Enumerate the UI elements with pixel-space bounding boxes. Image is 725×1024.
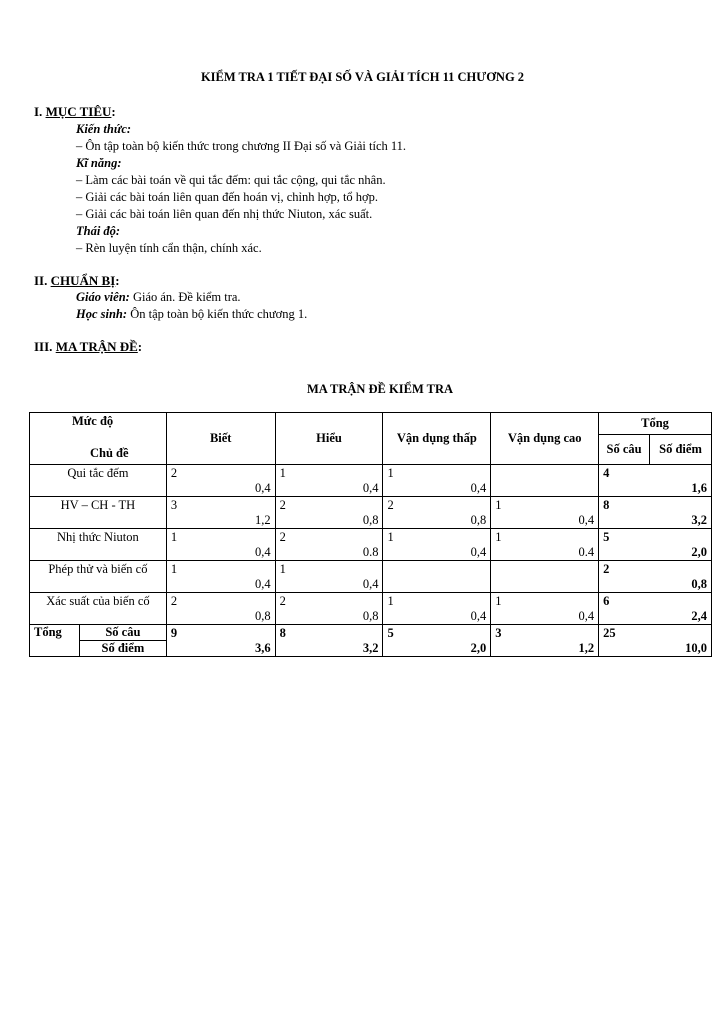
- row-topic: Phép thử và biến cố: [30, 561, 167, 593]
- header-hieu: Hiểu: [275, 413, 383, 465]
- attitude-item: – Rèn luyện tính cẩn thận, chính xác.: [76, 241, 262, 255]
- document-title: KIỂM TRA 1 TIẾT ĐẠI SỐ VÀ GIẢI TÍCH 11 CHƯƠNG 2: [200, 70, 525, 84]
- cell-count: 1: [279, 466, 286, 480]
- section-2-number: II.: [34, 273, 51, 288]
- total-points: 2,0: [691, 545, 707, 559]
- cell-count: 1: [387, 594, 394, 608]
- total-points: 2,4: [691, 609, 707, 623]
- section-1-title: MỤC TIÊU: [45, 104, 112, 119]
- total-count: 4: [603, 466, 610, 480]
- table-row: [30, 529, 712, 561]
- section-2-heading: [34, 273, 120, 289]
- header-so-diem: Số điểm: [650, 435, 712, 465]
- row-topic: Nhị thức Niuton: [30, 529, 167, 561]
- cell-count: 1: [387, 466, 394, 480]
- total-count: 9: [170, 626, 178, 640]
- cell-points: 0.4: [578, 545, 595, 559]
- student-line: [76, 307, 307, 322]
- cell-points: 0,4: [470, 609, 487, 623]
- cell-count: 2: [387, 498, 394, 512]
- row-topic: Xác suất của biến cố: [30, 593, 167, 625]
- row-topic: HV – CH - TH: [30, 497, 167, 529]
- teacher-line: [76, 290, 241, 305]
- cell-points: 0,4: [255, 481, 271, 495]
- total-count: 2: [603, 562, 610, 576]
- skills-item: – Giải các bài toán liên quan đến nhị thức Niuton, xác suất.: [76, 207, 373, 221]
- cell-count: 2: [170, 594, 178, 608]
- cell-count: 3: [170, 498, 178, 512]
- student-label: Học sinh:: [76, 307, 128, 321]
- section-3-number: III.: [34, 339, 56, 354]
- header-tong: Tổng: [599, 413, 712, 435]
- cell-points: 0,4: [470, 545, 487, 559]
- section-1-heading: [34, 104, 116, 120]
- total-points: 3,2: [691, 513, 707, 527]
- cell-points: 1,2: [255, 513, 271, 527]
- total-points: 1,2: [578, 641, 595, 655]
- header-biet: Biết: [166, 413, 275, 465]
- total-points: 1,6: [691, 481, 707, 495]
- section-1-number: I.: [34, 104, 46, 119]
- cell-count: 1: [387, 530, 394, 544]
- cell-points: 0,4: [362, 481, 379, 495]
- total-label: Tổng: [30, 625, 80, 657]
- table-row: [30, 561, 712, 593]
- cell-count: 1: [170, 530, 178, 544]
- table-row: [30, 465, 712, 497]
- total-count: 3: [495, 626, 502, 640]
- cell-points: 0,4: [470, 481, 487, 495]
- cell-count: 1: [170, 562, 178, 576]
- total-points: 3,6: [255, 641, 271, 655]
- total-so-diem-label: Số điểm: [79, 641, 166, 657]
- total-so-cau-label: Số câu: [79, 625, 166, 641]
- section-2-title: CHUẨN BỊ: [50, 273, 116, 288]
- student-text: Ôn tập toàn bộ kiến thức chương 1.: [127, 307, 308, 321]
- knowledge-label: Kiến thức:: [76, 122, 132, 136]
- grand-total-count: 25: [603, 626, 616, 640]
- cell-points: 0.8: [362, 545, 379, 559]
- table-row: [30, 593, 712, 625]
- knowledge-item: – Ôn tập toàn bộ kiến thức trong chương II Đại số và Giải tích 11.: [76, 139, 407, 153]
- section-1-colon: :: [111, 104, 116, 119]
- cell-points: 0,8: [470, 513, 487, 527]
- total-count: 6: [603, 594, 610, 608]
- grand-total-points: 10,0: [685, 641, 707, 655]
- skills-item: – Giải các bài toán liên quan đến hoán vị, chỉnh hợp, tổ hợp.: [76, 190, 379, 204]
- cell-count: 1: [495, 498, 502, 512]
- total-count: 8: [279, 626, 286, 640]
- cell-count: 1: [495, 594, 502, 608]
- cell-points: 0,8: [362, 513, 379, 527]
- table-row: [30, 497, 712, 529]
- teacher-label: Giáo viên:: [76, 290, 130, 304]
- cell-count: 1: [495, 530, 502, 544]
- cell-count: 2: [279, 498, 286, 512]
- attitude-label: Thái độ:: [76, 224, 121, 238]
- total-count: 5: [387, 626, 394, 640]
- cell-points: 0,8: [255, 609, 271, 623]
- cell-points: 0,4: [578, 513, 595, 527]
- header-vdt: Vận dụng thấp: [383, 413, 491, 465]
- header-topic: Chủ đề: [90, 446, 129, 460]
- header-vdc: Vận dụng cao: [491, 413, 599, 465]
- cell-points: 0,4: [255, 577, 271, 591]
- total-points: 2,0: [470, 641, 487, 655]
- cell-count: 2: [279, 530, 286, 544]
- matrix-table: [29, 412, 712, 657]
- cell-points: 0,8: [362, 609, 379, 623]
- cell-points: 0,4: [255, 545, 271, 559]
- section-3-colon: :: [137, 339, 143, 354]
- total-count: 5: [603, 530, 610, 544]
- matrix-title: MA TRẬN ĐỀ KIỂM TRA: [306, 382, 454, 396]
- total-points: 3,2: [362, 641, 379, 655]
- header-so-cau: Số câu: [599, 435, 650, 465]
- section-3-heading: [34, 339, 142, 355]
- row-topic: Qui tắc đếm: [30, 465, 167, 497]
- cell-count: 2: [279, 594, 286, 608]
- skills-item: – Làm các bài toán về qui tắc đếm: qui tắc cộng, qui tắc nhân.: [76, 173, 386, 187]
- section-3-title: MA TRẬN ĐỀ: [55, 339, 138, 354]
- total-count: 8: [603, 498, 610, 512]
- skills-label: Kĩ năng:: [76, 156, 122, 170]
- cell-points: 0,4: [362, 577, 379, 591]
- total-points: 0,8: [691, 577, 707, 591]
- header-level-topic: [30, 413, 167, 465]
- cell-count: 2: [170, 466, 178, 480]
- header-level: Mức độ: [72, 414, 114, 428]
- teacher-text: Giáo án. Đề kiểm tra.: [129, 290, 241, 304]
- section-2-colon: :: [115, 273, 120, 288]
- cell-points: 0,4: [578, 609, 595, 623]
- cell-count: 1: [279, 562, 286, 576]
- total-row-count: [30, 625, 712, 641]
